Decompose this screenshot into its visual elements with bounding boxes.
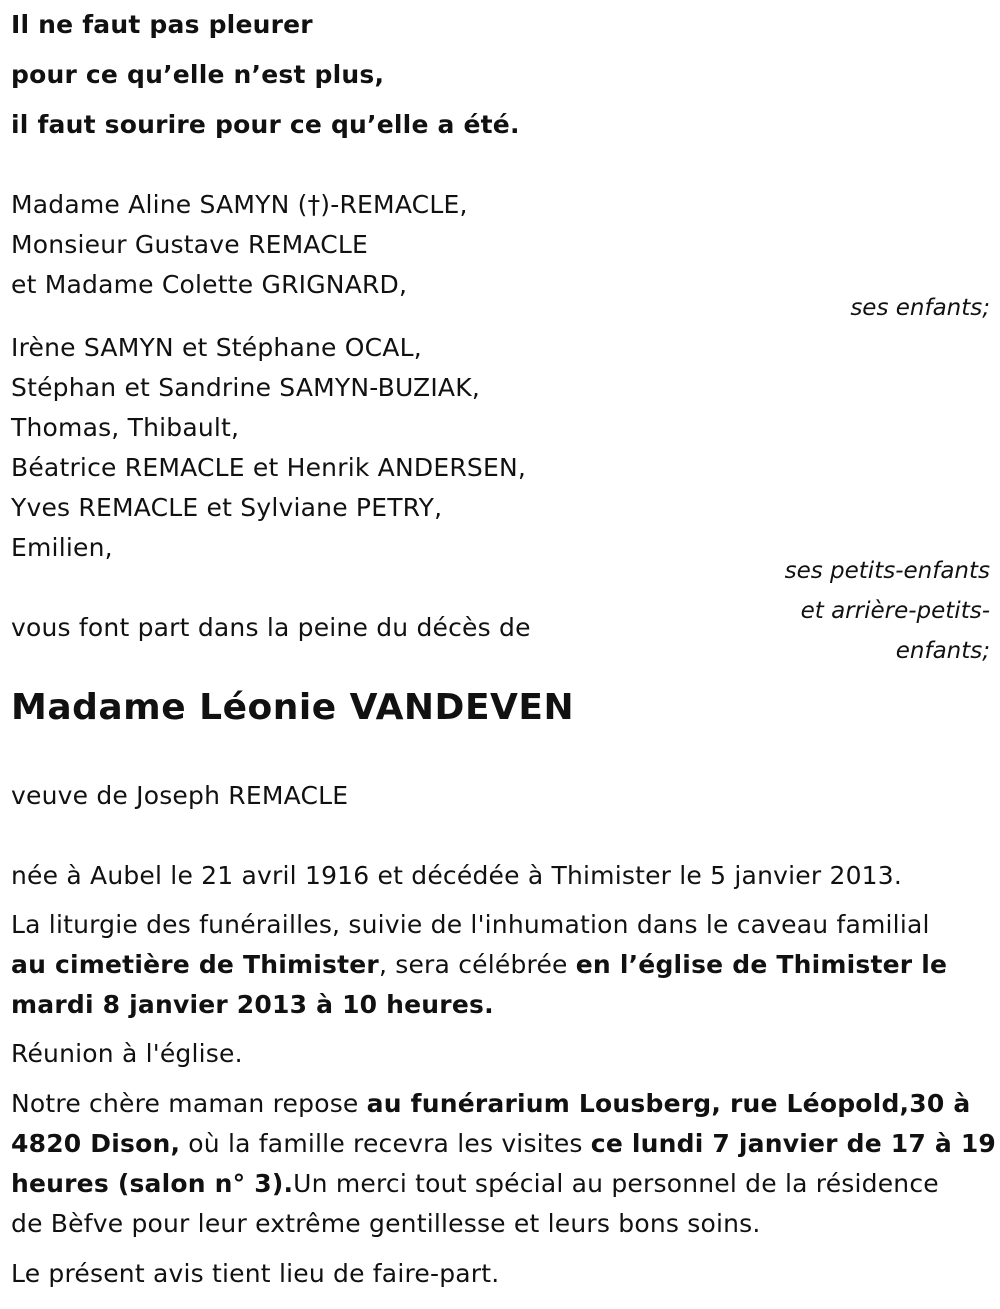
- grandchild-name-1: Irène SAMYN et Stéphane OCAL,: [11, 333, 422, 362]
- visit-line-2: [11, 1124, 996, 1164]
- grandchild-name-6: Emilien,: [11, 533, 113, 562]
- deceased-name: Madame Léonie VANDEVEN: [11, 687, 575, 728]
- visit-line-4: de Bèfve pour leur extrême gentillesse et leurs bons soins.: [11, 1209, 761, 1238]
- children-role: ses enfants;: [850, 295, 990, 321]
- visit-hours: heures (salon n° 3).: [11, 1169, 294, 1198]
- visit-line-1: [11, 1084, 970, 1124]
- funerarium-address: au funérarium Lousberg, rue Léopold,30 à: [366, 1089, 971, 1118]
- reunion: Réunion à l'église.: [11, 1039, 243, 1068]
- church: en l’église de Thimister le: [575, 950, 948, 979]
- grandchildren-role-3: enfants;: [895, 638, 990, 664]
- grandchild-name-2: Stéphan et Sandrine SAMYN-BUZIAK,: [11, 373, 480, 402]
- epigraph-line-2: pour ce qu’elle n’est plus,: [11, 60, 385, 89]
- funeral-date: mardi 8 janvier 2013 à 10 heures.: [11, 990, 494, 1019]
- spouse-line: veuve de Joseph REMACLE: [11, 781, 349, 810]
- grandchild-name-5: Yves REMACLE et Sylviane PETRY,: [11, 493, 443, 522]
- announcement: vous font part dans la peine du décès de: [11, 613, 531, 642]
- epigraph-line-3: il faut sourire pour ce qu’elle a été.: [11, 110, 520, 139]
- visit-mid: où la famille recevra les visites: [180, 1129, 591, 1158]
- closing-line: Le présent avis tient lieu de faire-part.: [11, 1259, 500, 1288]
- visit-line-3: [11, 1164, 939, 1204]
- child-name-3: et Madame Colette GRIGNARD,: [11, 270, 408, 299]
- city: 4820 Dison,: [11, 1129, 181, 1158]
- funeral-line-2: [11, 945, 947, 985]
- epigraph-line-1: Il ne faut pas pleurer: [11, 10, 313, 39]
- cemetery: au cimetière de Thimister: [11, 950, 379, 979]
- grandchildren-role-1: ses petits-enfants: [784, 558, 990, 584]
- visit-date: ce lundi 7 janvier de 17 à 19: [590, 1129, 997, 1158]
- visit-intro: Notre chère maman repose: [11, 1089, 367, 1118]
- thanks-start: Un merci tout spécial au personnel de la résidence: [293, 1169, 939, 1198]
- grandchildren-role-2: et arrière-petits-: [800, 598, 990, 624]
- child-name-2: Monsieur Gustave REMACLE: [11, 230, 368, 259]
- birth-death-dates: née à Aubel le 21 avril 1916 et décédée à Thimister le 5 janvier 2013.: [11, 861, 903, 890]
- grandchild-name-3: Thomas, Thibault,: [11, 413, 240, 442]
- grandchild-name-4: Béatrice REMACLE et Henrik ANDERSEN,: [11, 453, 527, 482]
- child-name-1: Madame Aline SAMYN (†)-REMACLE,: [11, 190, 468, 219]
- funeral-line-1: La liturgie des funérailles, suivie de l'inhumation dans le caveau familial: [11, 910, 930, 939]
- funeral-mid: , sera célébrée: [378, 950, 576, 979]
